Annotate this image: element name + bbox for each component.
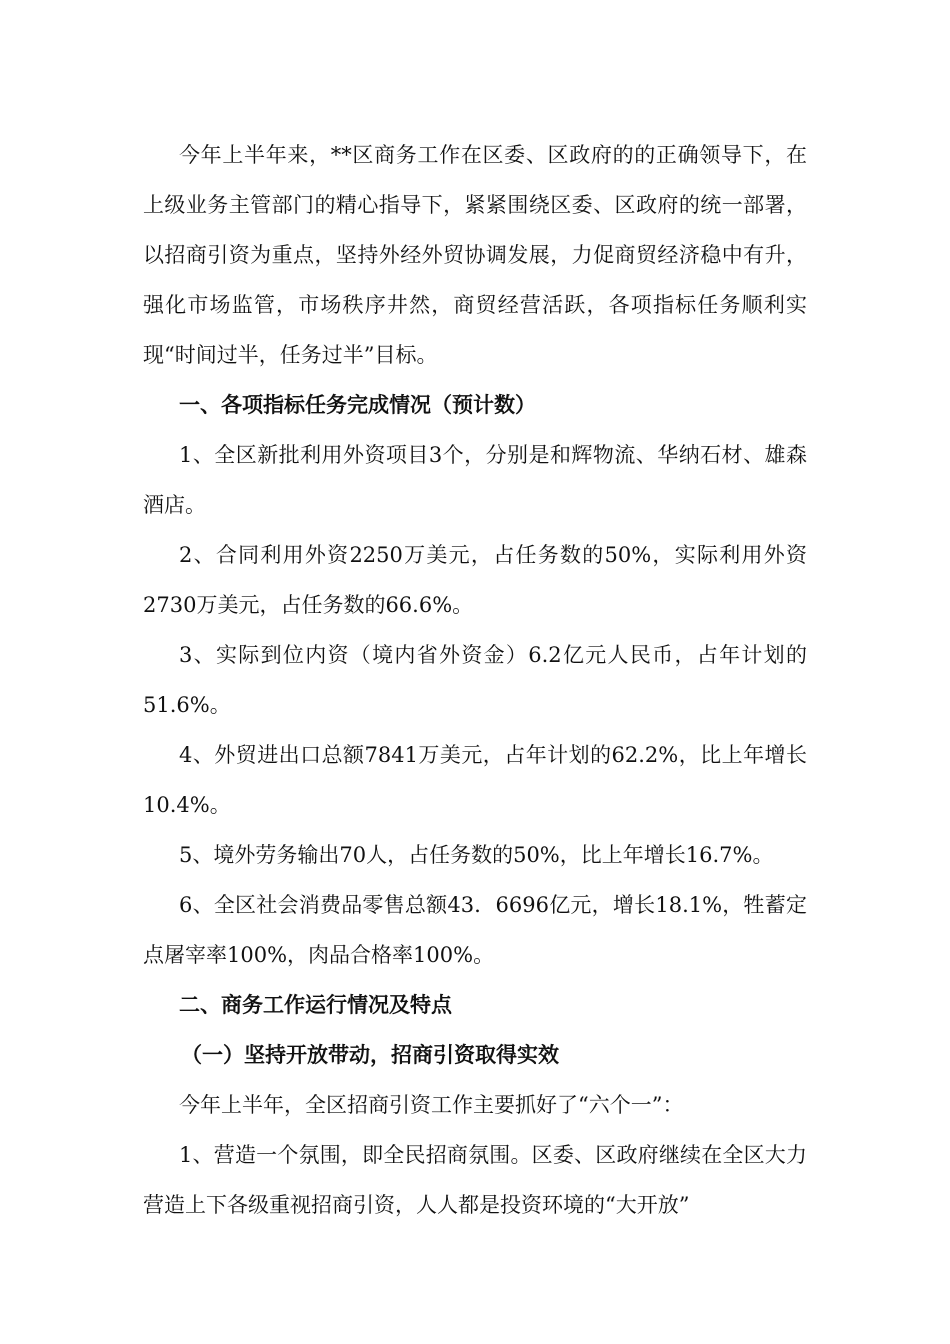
document-body: [143, 130, 807, 1230]
body-paragraph: 今年上半年，全区招商引资工作主要抓好了“六个一”：: [179, 1093, 684, 1117]
subsection-heading-1: （一）坚持开放带动，招商引资取得实效: [181, 1042, 559, 1067]
intro-paragraph: 今年上半年来，**区商务工作在区委、区政府的的正确领导下，在上级业务主管部门的精心指导下，紧紧围绕区委、区政府的统一部署，以招商引资为重点，坚持外经外贸协调发展，力促商贸经济稳中有升，强化市场监管，市场秩序井然，商贸经营活跃，各项指标任务顺利实现“时间过半，任务过半”目标。: [143, 143, 807, 367]
list-item-2: 2、合同利用外资2250万美元，占任务数的50%，实际利用外资2730万美元，占任务数的66.6%。: [143, 543, 807, 617]
list-item-5: 5、境外劳务输出70人，占任务数的50%，比上年增长16.7%。: [179, 843, 774, 867]
list-item-3: 3、实际到位内资（境内省外资金）6.2亿元人民币，占年计划的51.6%。: [143, 643, 807, 717]
list-item-6: 6、全区社会消费品零售总额43．6696亿元，增长18.1%，牲蓄定点屠宰率100%，肉品合格率100%。: [143, 893, 807, 967]
list-item-1: 1、全区新批利用外资项目3个，分别是和辉物流、华纳石材、雄森酒店。: [143, 443, 807, 517]
section-heading-1: 一、各项指标任务完成情况（预计数）: [179, 392, 536, 417]
list-item-4: 4、外贸进出口总额7841万美元，占年计划的62.2%，比上年增长10.4%。: [143, 743, 807, 817]
section-heading-2: 二、商务工作运行情况及特点: [179, 992, 452, 1017]
body-paragraph-item-1: 1、营造一个氛围，即全民招商氛围。区委、区政府继续在全区大力营造上下各级重视招商引资，人人都是投资环境的“大开放”: [143, 1143, 807, 1217]
